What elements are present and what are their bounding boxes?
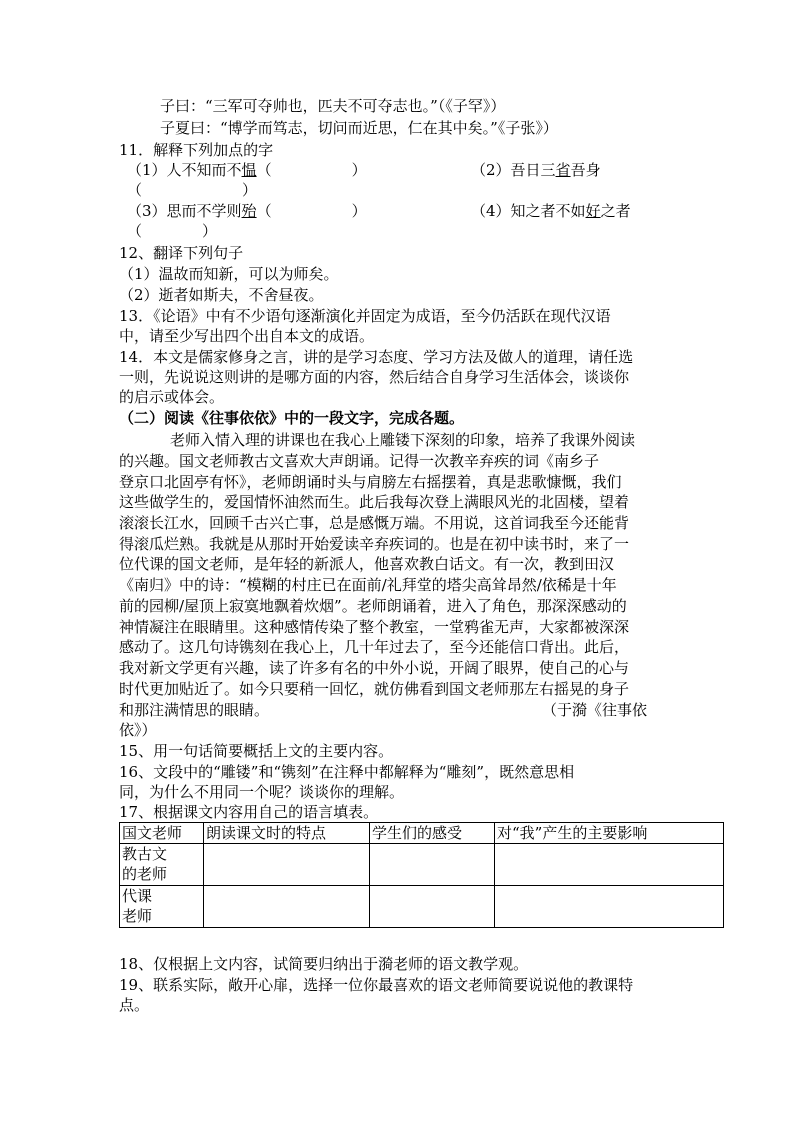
q15: 15、用一句话简要概括上文的主要内容。 [119,742,394,760]
q11-item4 [471,201,631,221]
q11-item2-close: ） [242,181,258,199]
q12-sentence-2: （2）逝者如斯夫，不舍昼夜。 [119,286,324,304]
table-header: 朗读课文时的特点 [204,823,370,844]
q11-item1-prefix: （1）人不知而不 [127,161,242,179]
q11-item2-suffix: 吾身 [570,161,601,179]
passage-line: 感动了。这几句诗镌刻在我心上，几十年过去了，至今还能信口背出。此后， [119,638,630,656]
section2-title: （二）阅读《往事依依》中的一段文字，完成各题。 [119,409,465,427]
q19-line: 点。 [119,996,150,1014]
q11-item3-prefix: （3）思而不学则 [127,202,242,220]
row-label [120,886,204,928]
table-header: 国文老师 [120,823,204,844]
q16-line: 同，为什么不用同一个呢？谈谈你的理解。 [119,783,405,801]
q11-item4-close: ） [202,222,218,240]
row-label [120,844,204,886]
q11-item2-key: 省 [555,161,571,179]
quote-zihan: 子曰：“三军可夺帅也，匹夫不可夺志也。”（《子罕》） [160,97,506,115]
passage-line: 时代更加贴近了。如今只要稍一回忆，就仿佛看到国文老师那左右摇晃的身子 [119,680,630,698]
passage-line: 登京口北固亭有怀》，老师朗诵时头与肩膀左右摇摆着，真是悲歌慷慨，我们 [119,473,622,491]
q19-line: 19、联系实际，敞开心扉，选择一位你最喜欢的语文老师简要说说他的教课特 [119,976,634,994]
quote-zizhang: 子夏曰：“博学而笃志，切问而近思，仁在其中矣。”《子张》） [160,119,558,137]
q18: 18、仅根据上文内容，试简要归纳出于漪老师的语文教学观。 [119,955,529,973]
row-label-line: 老师 [122,907,153,925]
attribution: （于漪《往事依 [542,701,648,719]
q11-item4-suffix: 之者 [600,202,631,220]
q11-item4-prefix: （4）知之者不如 [471,202,586,220]
q11-item4-key: 好 [585,202,601,220]
table-cell[interactable] [204,886,370,928]
passage-line: 位代课的国文老师，是年轻的新派人，他喜欢教白话文。有一次，教到田汉 [119,555,615,573]
q11-item2-open: （ [127,181,143,199]
q11-item4-open: （ [127,222,143,240]
passage-line: 这些做学生的，爱国情怀油然而生。此后我每次登上满眼风光的北固楼，望着 [119,493,630,511]
passage-line: 神情凝注在眼睛里。这种感情传染了整个教室，一堂鸦雀无声，大家都被深深 [119,618,630,636]
table-cell[interactable] [495,886,724,928]
row-label-line: 代课 [122,887,153,905]
passage-line: 和那注满情思的眼睛。 [119,701,270,719]
q14-line: 一则，先说说这则讲的是哪方面的内容，然后结合自身学习生活体会，谈谈你 [119,368,630,386]
q11-item2-prefix: （2）吾日三 [471,161,556,179]
passage-line: 我对新文学更有兴趣，读了许多有名的中外小说，开阔了眼界，使自己的心与 [119,659,630,677]
passage-line: 得滚瓜烂熟。我就是从那时开始爱读辛弃疾词的。也是在初中读书时，来了一 [119,535,630,553]
q11-title: 11．解释下列加点的字 [119,141,274,159]
q14-line: 14．本文是儒家修身之言，讲的是学习态度、学习方法及做人的道理，请任选 [119,348,634,366]
q17: 17、根据课文内容用自己的语言填表。 [119,803,379,821]
table-header: 对“我”产生的主要影响 [495,823,724,844]
q14-line: 的启示或体会。 [119,388,225,406]
table-row [120,844,724,886]
q13-line: 13．《论语》中有不少语句逐渐演化并固定为成语，至今仍活跃在现代汉语 [119,307,611,325]
table-header-row [120,823,724,844]
q11-item1-close: ） [351,161,367,179]
attribution-cont: 依》） [119,721,157,739]
q16-line: 16、文段中的“雕镂”和“镌刻”在注释中都解释为“雕刻”，既然意思相 [119,763,575,781]
q11-item2 [471,160,601,180]
q11-item4-blank [127,221,217,241]
row-label-line: 的老师 [122,865,168,883]
q11-item1 [127,160,367,180]
table-row [120,886,724,928]
passage-line: 前的园柳/屋顶上寂寞地飘着炊烟”。老师朗诵着，进入了角色，那深深感动的 [119,597,627,615]
q11-item3-key: 殆 [241,202,257,220]
q12-title: 12、翻译下列句子 [119,244,244,262]
table-cell[interactable] [370,886,495,928]
table-cell[interactable] [370,844,495,886]
table-cell[interactable] [204,844,370,886]
table-cell[interactable] [495,844,724,886]
passage-line: 滚滚长江水，回顾千古兴亡事，总是感慨万端。不用说，这首词我至今还能背 [119,514,630,532]
q13-line: 中，请至少写出四个出自本文的成语。 [119,327,375,345]
passage-line: 《南归》中的诗：“模糊的村庄已在面前/礼拜堂的塔尖高耸昂然/依稀是十年 [119,576,617,594]
q11-item1-key: 愠 [241,161,257,179]
passage-line: 的兴趣。国文老师教古文喜欢大声朗诵。记得一次教辛弃疾的词《南乡子 [119,452,600,470]
q11-item1-open: （ [256,161,272,179]
q12-sentence-1: （1）温故而知新，可以为师矣。 [119,265,339,283]
q11-item3-close: ） [351,202,367,220]
q11-item3 [127,201,367,221]
row-label-line: 教古文 [122,845,168,863]
fill-in-table [119,822,724,928]
table-header: 学生们的感受 [370,823,495,844]
q11-item2-blank [127,180,257,200]
passage-line: 老师入情入理的讲课也在我心上雕镂下深刻的印象，培养了我课外阅读 [170,431,636,449]
q11-item3-open: （ [256,202,272,220]
